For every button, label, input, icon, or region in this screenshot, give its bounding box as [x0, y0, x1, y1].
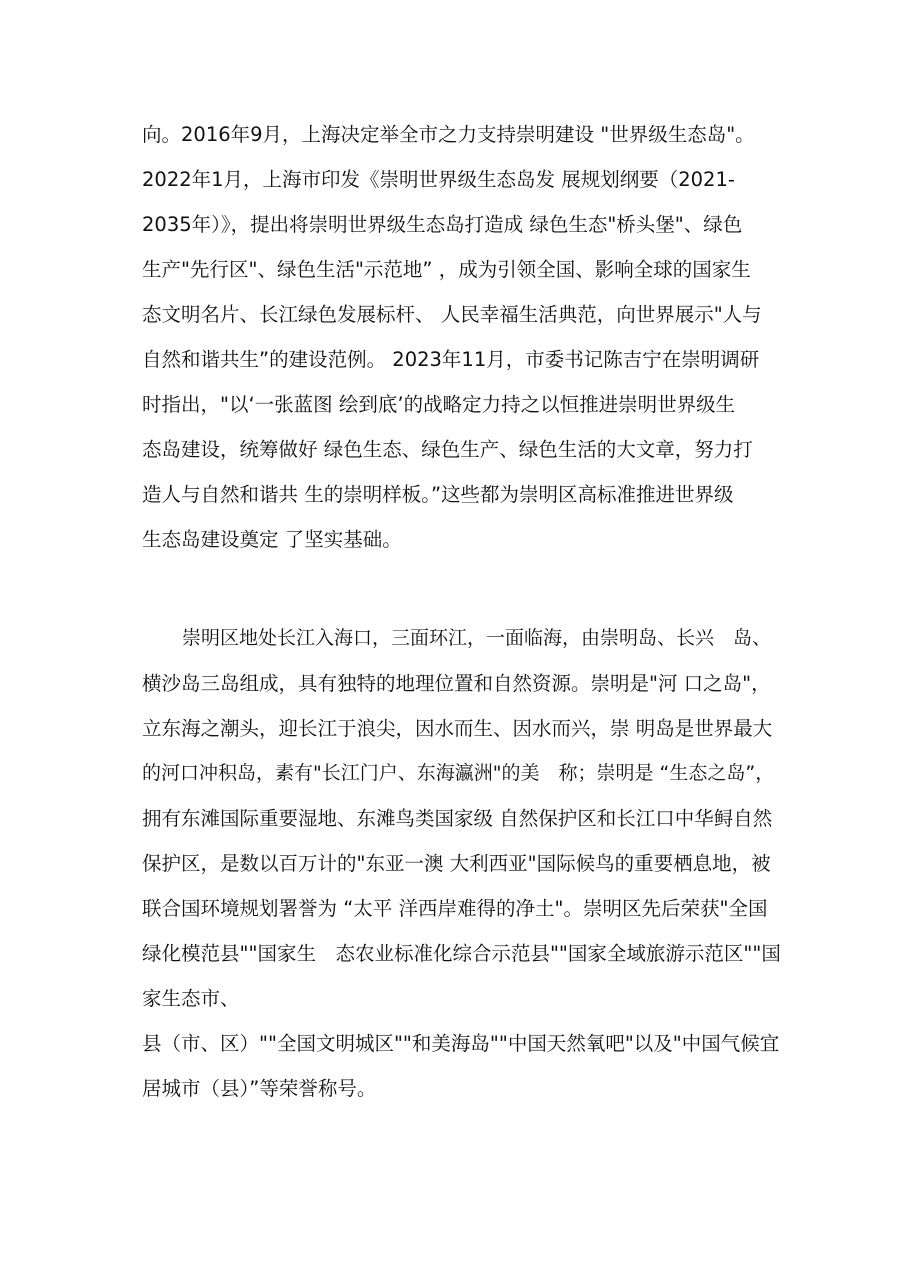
text-line: 横沙岛三岛组成，具有独特的地理位置和自然资源。崇明是"河 口之岛"， [142, 672, 771, 695]
text-line: 态岛建设，统筹做好 绿色生态、绿色生产、绿色生活的大文章，努力打 [142, 438, 753, 461]
text-line: 保护区，是数以百万计的"东亚一澳 大利西亚"国际候鸟的重要栖息地，被 [142, 852, 771, 875]
text-line: 的河口冲积岛，素有"长江门户、东海瀛洲"的美 称；崇明是 “生态之岛”， [142, 762, 775, 784]
text-line: 拥有东滩国际重要湿地、东滩鸟类国家级 自然保护区和长江口中华鲟自然 [142, 807, 773, 830]
paragraph-1 [142, 112, 782, 562]
text-line: 家生态市、 [142, 987, 240, 1010]
paragraph-2 [142, 616, 782, 1111]
text-line: 生产"先行区"、绿色生活"示范地” ，成为引领全国、影响全球的国家生 [142, 258, 751, 281]
text-line: 自然和谐共生”的建设范例。 2023年11月，市委书记陈吉宁在崇明调研 [142, 348, 760, 371]
text-line: 向。2016年9月，上海决定举全市之力支持崇明建设 "世界级生态岛"。 [142, 123, 755, 146]
text-line: 立东海之潮头，迎长江于浪尖，因水而生、因水而兴，崇 明岛是世界最大 [142, 717, 773, 740]
text-line: 联合国环境规划署誉为 “太平 洋西岸难得的净土"。崇明区先后荣获"全国 [142, 897, 768, 920]
text-line: 态文明名片、长江绿色发展标杆、 人民幸福生活典范，向世界展示"人与 [142, 303, 762, 326]
text-line: 崇明区地处长江入海口，三面环江，一面临海，由崇明岛、长兴 岛、 [182, 627, 772, 649]
text-line: 2035年）》，提出将崇明世界级生态岛打造成 绿色生态"桥头堡"、绿色 [142, 213, 743, 236]
text-line: 居城市（县）”等荣誉称号。 [142, 1077, 377, 1100]
text-line: 造人与自然和谐共 生的崇明样板。”这些都为崇明区高标准推进世界级 [142, 483, 734, 506]
text-line: 绿化模范县""国家生 态农业标准化综合示范县""国家全域旅游示范区""国 [142, 942, 781, 965]
text-line: 时指出，"以‘一张蓝图 绘到底’的战略定力持之以恒推进崇明世界级生 [142, 393, 736, 416]
text-line: 生态岛建设奠定 了坚实基础。 [142, 528, 402, 551]
text-line: 2022年1月，上海市印发《崇明世界级生态岛发 展规划纲要（2021- [142, 168, 735, 191]
text-line: 县（市、区）""全国文明城区""和美海岛""中国天然氧吧"以及"中国气候宜 [142, 1032, 780, 1055]
